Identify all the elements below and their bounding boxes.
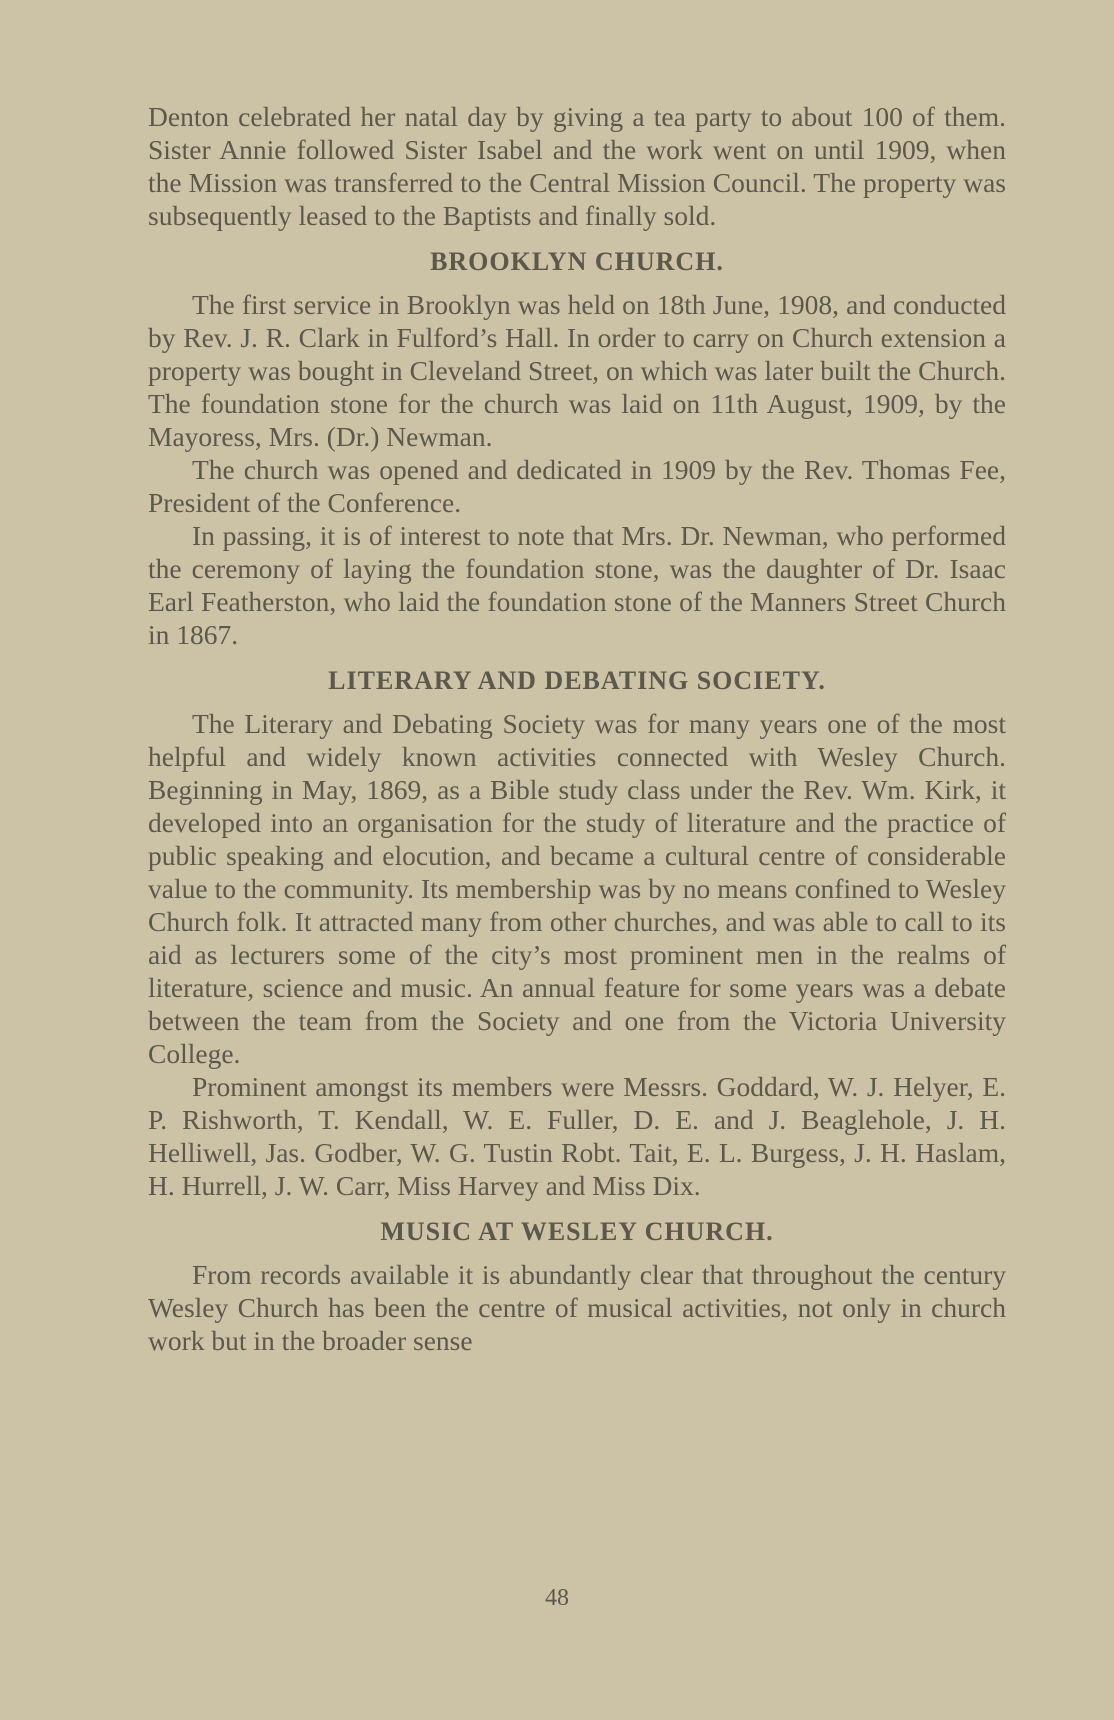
continuation-paragraph: Denton celebrated her natal day by giving a tea party to about 100 of them. Sister Annie followed Sister Isabel and the work went on until 1909, when the Mission was transferred to the Central Mission Council. The property was subsequently leased to the Baptists and finally sold. <box>148 101 1006 231</box>
page-body <box>148 100 1006 1357</box>
music-heading: MUSIC AT WESLEY CHURCH. <box>380 1217 774 1246</box>
brooklyn-church-heading: BROOKLYN CHURCH. <box>430 247 724 276</box>
brooklyn-paragraph: In passing, it is of interest to note that Mrs. Dr. Newman, who performed the ceremony of laying the foundation stone, was the daughter of Dr. Isaac Earl Featherston, who laid the foundation stone of the Manners Street Church in 1867. <box>148 520 1006 650</box>
literary-paragraph: Prominent amongst its members were Messrs. Goddard, W. J. Helyer, E. P. Rishworth, T. Kendall, W. E. Fuller, D. E. and J. Beaglehole, J. H. Helliwell, Jas. Godber, W. G. Tustin Robt. Tait, E. L. Burgess, J. H. Haslam, H. Hurrell, J. W. Carr, Miss Harvey and Miss Dix. <box>148 1071 1006 1201</box>
page-number: 48 <box>545 1585 569 1611</box>
brooklyn-paragraph: The church was opened and dedicated in 1909 by the Rev. Thomas Fee, President of the Conference. <box>148 454 1006 518</box>
brooklyn-paragraph: The first service in Brooklyn was held on 18th June, 1908, and conducted by Rev. J. R. Clark in Fulford’s Hall. In order to carry on Church extension a property was bought in Cleveland Street, on which was later built the Church. The foundation stone for the church was laid on 11th August, 1909, by the Mayoress, Mrs. (Dr.) Newman. <box>148 289 1006 452</box>
literary-paragraph: The Literary and Debating Society was for many years one of the most helpful and widely known activities connected with Wesley Church. Beginning in May, 1869, as a Bible study class under the Rev. Wm. Kirk, it developed into an organisation for the study of literature and the practice of public speaking and elocution, and became a cultural centre of considerable value to the community. Its membership was by no means confined to Wesley Church folk. It attracted many from other churches, and was able to call to its aid as lecturers some of the city’s most prominent men in the realms of literature, science and music. An annual feature for some years was a debate between the team from the Society and one from the Victoria University College. <box>148 708 1006 1069</box>
literary-society-heading: LITERARY AND DEBATING SOCIETY. <box>328 666 826 695</box>
music-paragraph: From records available it is abundantly clear that throughout the century Wesley Church has been the centre of musical activities, not only in church work but in the broader sense <box>148 1259 1006 1356</box>
